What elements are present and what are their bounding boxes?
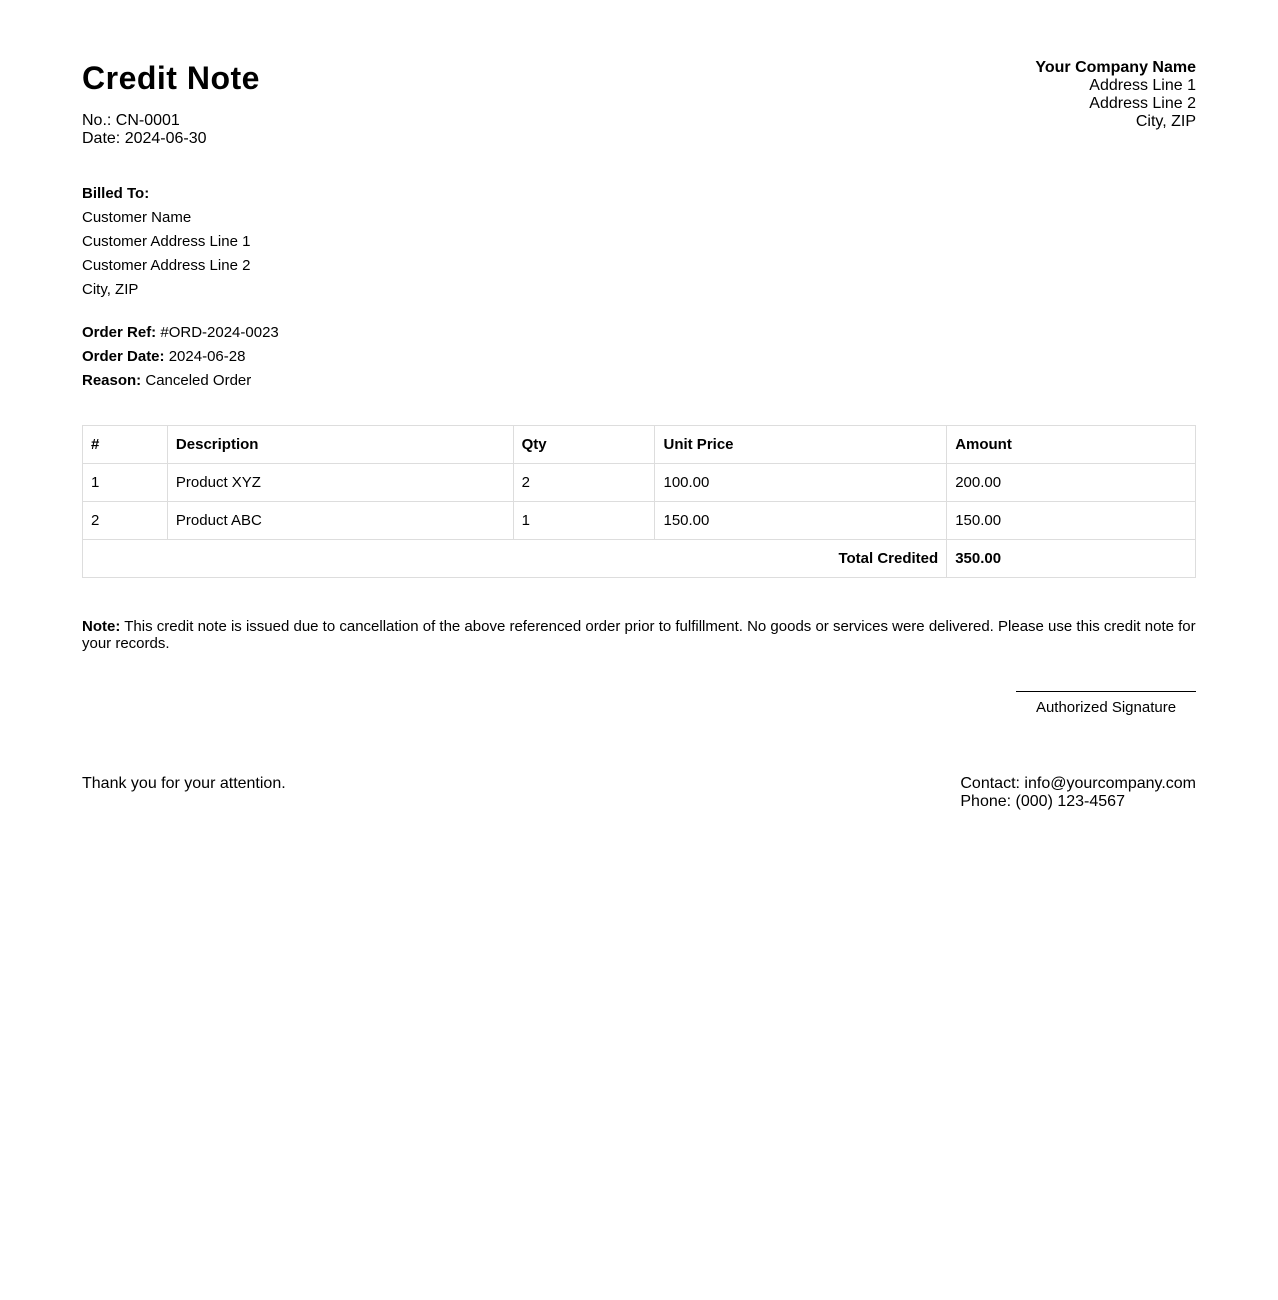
- document-header: [82, 0, 1196, 170]
- document-number-value: CN-0001: [115, 112, 180, 129]
- contact-phone: (000) 123-4567: [1015, 793, 1125, 810]
- footer-contact: [960, 775, 1196, 811]
- note-label: Note:: [82, 618, 121, 635]
- total-row: [83, 540, 1196, 578]
- page-title: Credit Note: [82, 60, 260, 96]
- column-header-qty: Qty: [513, 426, 655, 464]
- customer-address-line-1: Customer Address Line 1: [82, 233, 251, 250]
- note-section: [82, 618, 1196, 652]
- order-date-label: Order Date:: [82, 348, 165, 365]
- order-ref-value: #ORD-2024-0023: [160, 324, 279, 341]
- company-info: [1035, 59, 1196, 131]
- table-header-row: [83, 426, 1196, 464]
- order-ref-label: Order Ref:: [82, 324, 157, 341]
- cell-amount: 150.00: [947, 502, 1196, 540]
- document-date-label: Date:: [82, 130, 121, 147]
- cell-unit-price: 150.00: [655, 502, 947, 540]
- authorized-signature: Authorized Signature: [1016, 691, 1196, 716]
- note-text: This credit note is issued due to cancellation of the above referenced order prior to fulfillment. No goods or services were delivered. Please use this credit note for your records.: [82, 618, 1196, 652]
- order-reason: [82, 369, 279, 393]
- order-ref: [82, 321, 279, 345]
- cell-qty: 2: [513, 464, 655, 502]
- contact-email-label: Contact:: [960, 775, 1020, 792]
- document-meta: [82, 112, 207, 148]
- cell-description: Product XYZ: [167, 464, 513, 502]
- order-date-value: 2024-06-28: [168, 348, 246, 365]
- billed-to-section: [82, 182, 250, 302]
- contact-phone-line: [960, 793, 1196, 811]
- contact-email: info@yourcompany.com: [1024, 775, 1196, 792]
- document-date-value: 2024-06-30: [124, 130, 207, 147]
- line-items-table: [82, 425, 1196, 578]
- contact-phone-label: Phone:: [960, 793, 1012, 810]
- document-number: [82, 112, 207, 130]
- document-number-label: No.:: [82, 112, 112, 129]
- cell-number: 2: [83, 502, 168, 540]
- order-reason-label: Reason:: [82, 372, 142, 389]
- cell-unit-price: 100.00: [655, 464, 947, 502]
- customer-city-zip: City, ZIP: [82, 281, 139, 298]
- footer-thanks: Thank you for your attention.: [82, 775, 286, 792]
- contact-email-line: [960, 775, 1196, 793]
- total-credited-value: 350.00: [947, 540, 1196, 578]
- column-header-number: #: [83, 426, 168, 464]
- customer-address-line-2: Customer Address Line 2: [82, 257, 251, 274]
- company-name: Your Company Name: [1035, 59, 1196, 76]
- billed-to-label: Billed To:: [82, 185, 150, 202]
- cell-qty: 1: [513, 502, 655, 540]
- table-row: [83, 502, 1196, 540]
- cell-amount: 200.00: [947, 464, 1196, 502]
- credit-note-page: [82, 0, 1196, 810]
- table-row: [83, 464, 1196, 502]
- document-date: [82, 130, 207, 148]
- total-credited-label: Total Credited: [83, 540, 947, 578]
- customer-name: Customer Name: [82, 209, 192, 226]
- cell-number: 1: [83, 464, 168, 502]
- column-header-description: Description: [167, 426, 513, 464]
- order-info-section: [82, 321, 279, 393]
- cell-description: Product ABC: [167, 502, 513, 540]
- company-address-line-2: Address Line 2: [1089, 95, 1196, 112]
- company-address-line-1: Address Line 1: [1089, 77, 1196, 94]
- column-header-unit-price: Unit Price: [655, 426, 947, 464]
- order-reason-value: Canceled Order: [145, 372, 252, 389]
- order-date: [82, 345, 279, 369]
- company-city-zip: City, ZIP: [1135, 113, 1196, 130]
- column-header-amount: Amount: [947, 426, 1196, 464]
